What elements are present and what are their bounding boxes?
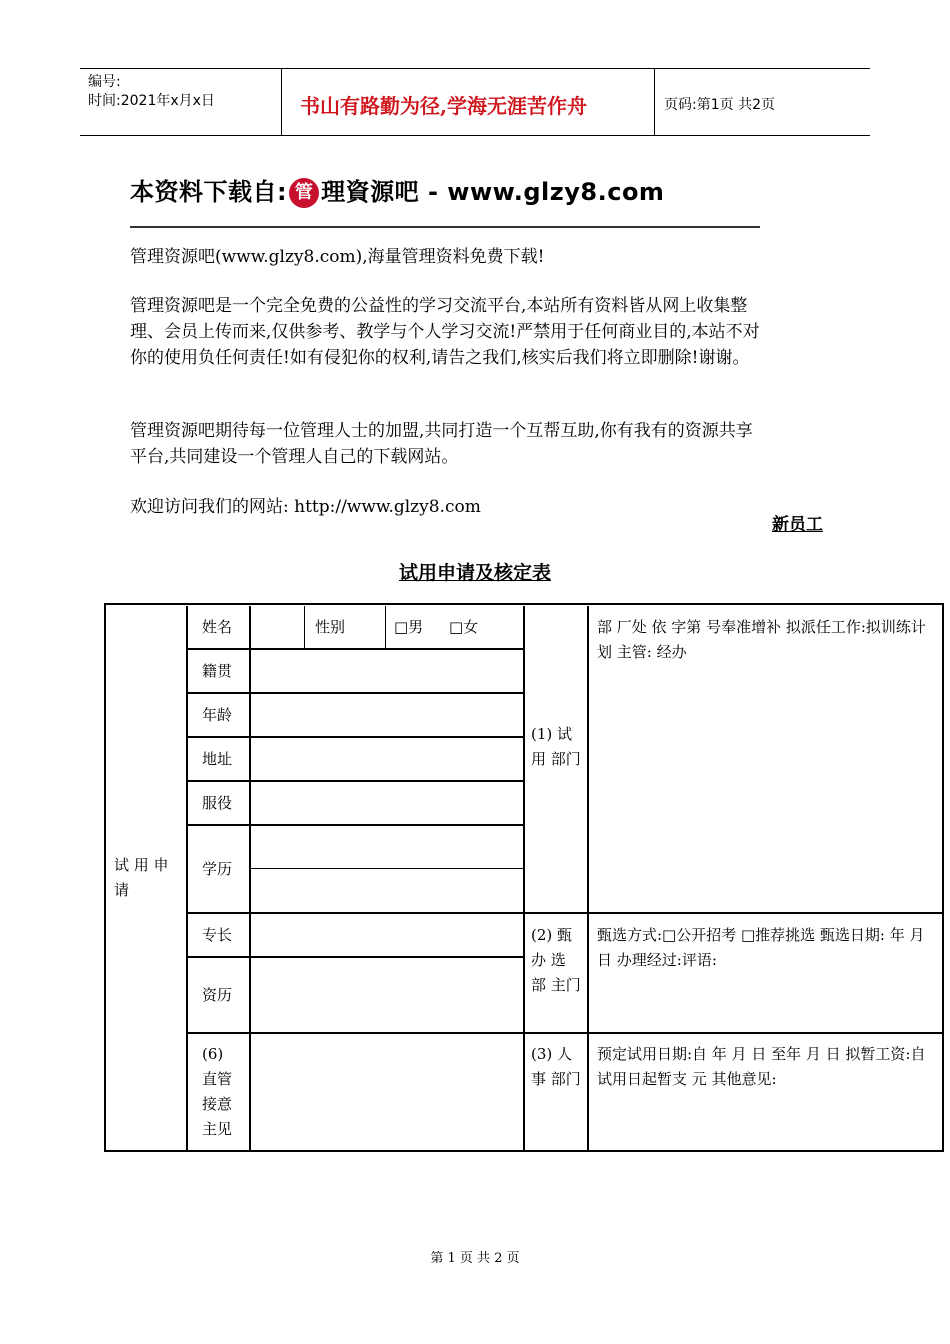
checkbox-male[interactable]: □男 xyxy=(394,618,424,636)
header-divider-2 xyxy=(654,68,655,135)
label-trial-dept: (1) 试 用 部门 xyxy=(531,725,581,768)
label-specialty: 专长 xyxy=(202,926,233,944)
header-page-label: 页码:第1页 共2页 xyxy=(664,97,775,113)
intro-paragraph-3: 管理资源吧期待每一位管理人士的加盟,共同打造一个互帮互助,你有我有的资源共享平台,共同建设一个管理人自己的下载网站。 xyxy=(130,421,753,467)
checkbox-female[interactable]: □女 xyxy=(449,618,479,636)
doc-title-prefix: 新员工 xyxy=(772,515,823,535)
header-top-rule xyxy=(80,68,870,69)
intro-line-1: 管理资源吧(www.glzy8.com),海量管理资料免费下载! xyxy=(130,247,545,267)
header-bottom-rule xyxy=(80,135,870,136)
label-address: 地址 xyxy=(202,750,233,768)
label-name: 姓名 xyxy=(202,618,233,636)
label-selection-dept: (2) 甄 办 选 部 主门 xyxy=(531,926,581,994)
label-hr-dept: (3) 人 事 部门 xyxy=(531,1045,581,1088)
section-apply-label: 试 用 申请 xyxy=(114,856,169,899)
header-number-label: 编号: xyxy=(88,74,121,90)
download-banner xyxy=(130,172,664,208)
banner-rule xyxy=(130,226,760,228)
label-supervisor-opinion: (6) 直管 接意 主见 xyxy=(202,1045,233,1138)
label-age: 年龄 xyxy=(202,706,233,724)
trial-dept-text: 部 厂处 依 字第 号奉准增补 拟派任工作:拟训练计划 主管: 经办 xyxy=(597,618,926,661)
banner-logo-icon: 管 xyxy=(289,178,319,208)
name-field[interactable] xyxy=(254,612,302,644)
intro-website: 欢迎访问我们的网站: http://www.glzy8.com xyxy=(130,497,481,517)
header-time-label: 时间:2021年x月x日 xyxy=(88,93,215,109)
label-education: 学历 xyxy=(202,860,233,878)
label-service: 服役 xyxy=(202,794,233,812)
banner-brand: 理資源吧 - www.glzy8.com xyxy=(321,178,665,206)
label-gender: 性别 xyxy=(315,618,346,636)
doc-title: 试用申请及核定表 xyxy=(398,562,551,584)
banner-prefix: 本资料下载自: xyxy=(130,178,288,206)
intro-paragraph-2: 管理资源吧是一个完全免费的公益性的学习交流平台,本站所有资料皆从网上收集整理、会员上传而来,仅供参考、教学与个人学习交流!严禁用于任何商业目的,本站不对你的使用负任何责任!如有侵犯你的权利,请告之我们,核实后我们将立即删除!谢谢。 xyxy=(130,296,760,368)
header-motto: 书山有路勤为径,学海无涯苦作舟 xyxy=(300,94,587,118)
hr-dept-text: 预定试用日期:自 年 月 日 至年 月 日 拟暂工资:自试用日起暂支 元 其他意见: xyxy=(597,1045,926,1088)
page-footer: 第 1 页 共 2 页 xyxy=(430,1251,520,1266)
selection-dept-text: 甄选方式:□公开招考 □推荐挑选 甄选日期: 年 月 日 办理经过:评语: xyxy=(597,926,925,969)
header-divider-1 xyxy=(281,68,282,135)
label-native-place: 籍贯 xyxy=(202,662,233,680)
label-experience: 资历 xyxy=(202,986,233,1004)
